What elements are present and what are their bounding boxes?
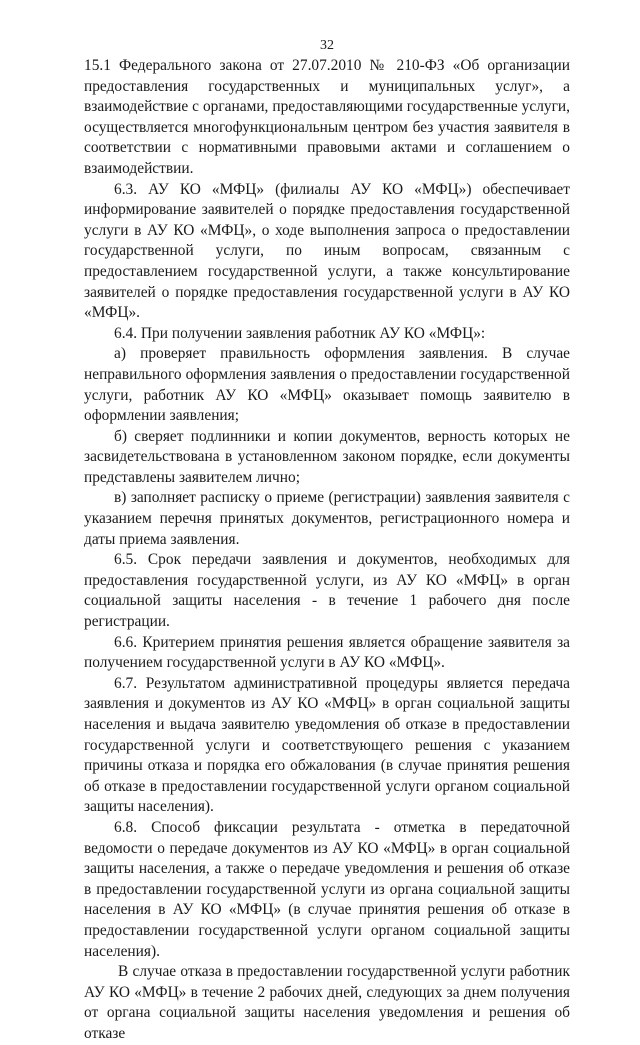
paragraph-6-4: 6.4. При получении заявления работник АУ КО «МФЦ»: [114, 324, 486, 342]
paragraph-6-5: 6.5. Срок передачи заявления и документов, необходимых для предоставления государственной услуги, из АУ КО «МФЦ» в орган социальной защиты населения - в течение 1 рабочего дня после регистрации. [84, 551, 570, 631]
paragraph-6-8: 6.8. Способ фиксации результата - отметка в передаточной ведомости о передаче документов из АУ КО «МФЦ» в орган социальной защиты населения, а также о передаче уведомления и решения об отказе в предоставлении государственной услуги из органа социальной защиты населения в АУ КО «МФЦ» (в случае принятия решения об отказе в предоставлении государственной услуги органом социальной защиты населения). [84, 818, 570, 960]
list-item-b: б) сверяет подлинники и копии документов, верность которых не засвидетельствована в установленном законом порядке, если документы представлены заявителем лично; [84, 427, 570, 486]
paragraph-6-3: 6.3. АУ КО «МФЦ» (филиалы АУ КО «МФЦ») обеспечивает информирование заявителей о порядке предоставления государственной услуги в АУ КО «МФЦ», о ходе выполнения запроса о предоставлении государственной услуги, по иным вопросам, связанным с предоставлением государственной услуги, а также консультирование заявителей о порядке предоставления государственной услуги в АУ КО «МФЦ». [84, 180, 570, 322]
page-number: 32 [320, 38, 334, 53]
list-item-a: а) проверяет правильность оформления заявления. В случае неправильного оформления заявления о предоставлении государственной услуги, работник АУ КО «МФЦ» оказывает помощь заявителю в оформлении заявления; [84, 345, 570, 425]
paragraph-refusal: В случае отказа в предоставлении государственной услуги работник АУ КО «МФЦ» в течение 2 рабочих дней, следующих за днем получения от органа социальной защиты населения уведомления и решения об отказе [84, 963, 570, 1042]
paragraph-6-6: 6.6. Критерием принятия решения является обращение заявителя за получением государственной услуги в АУ КО «МФЦ». [84, 633, 570, 672]
paragraph-continuation: 15.1 Федерального закона от 27.07.2010 № 210-ФЗ «Об организации предоставления государственных и муниципальных услуг», а взаимодействие с органами, предоставляющими государственные услуги, осуществляется многофункциональным центром без участия заявителя в соответствии с нормативными правовыми актами и соглашением о взаимодействии. [84, 57, 570, 177]
list-item-v: в) заполняет расписку о приеме (регистрации) заявления заявителя с указанием перечня принятых документов, регистрационного номера и даты приема заявления. [84, 489, 570, 548]
paragraph-6-7: 6.7. Результатом административной процедуры является передача заявления и документов из АУ КО «МФЦ» в орган социальной защиты населения и выдача заявителю уведомления об отказе в предоставлении государственной услуги и соответствующего решения с указанием причины отказа и порядка его обжалования (в случае принятия решения об отказе в предоставлении государственной услуги органом социальной защиты населения). [84, 674, 570, 816]
